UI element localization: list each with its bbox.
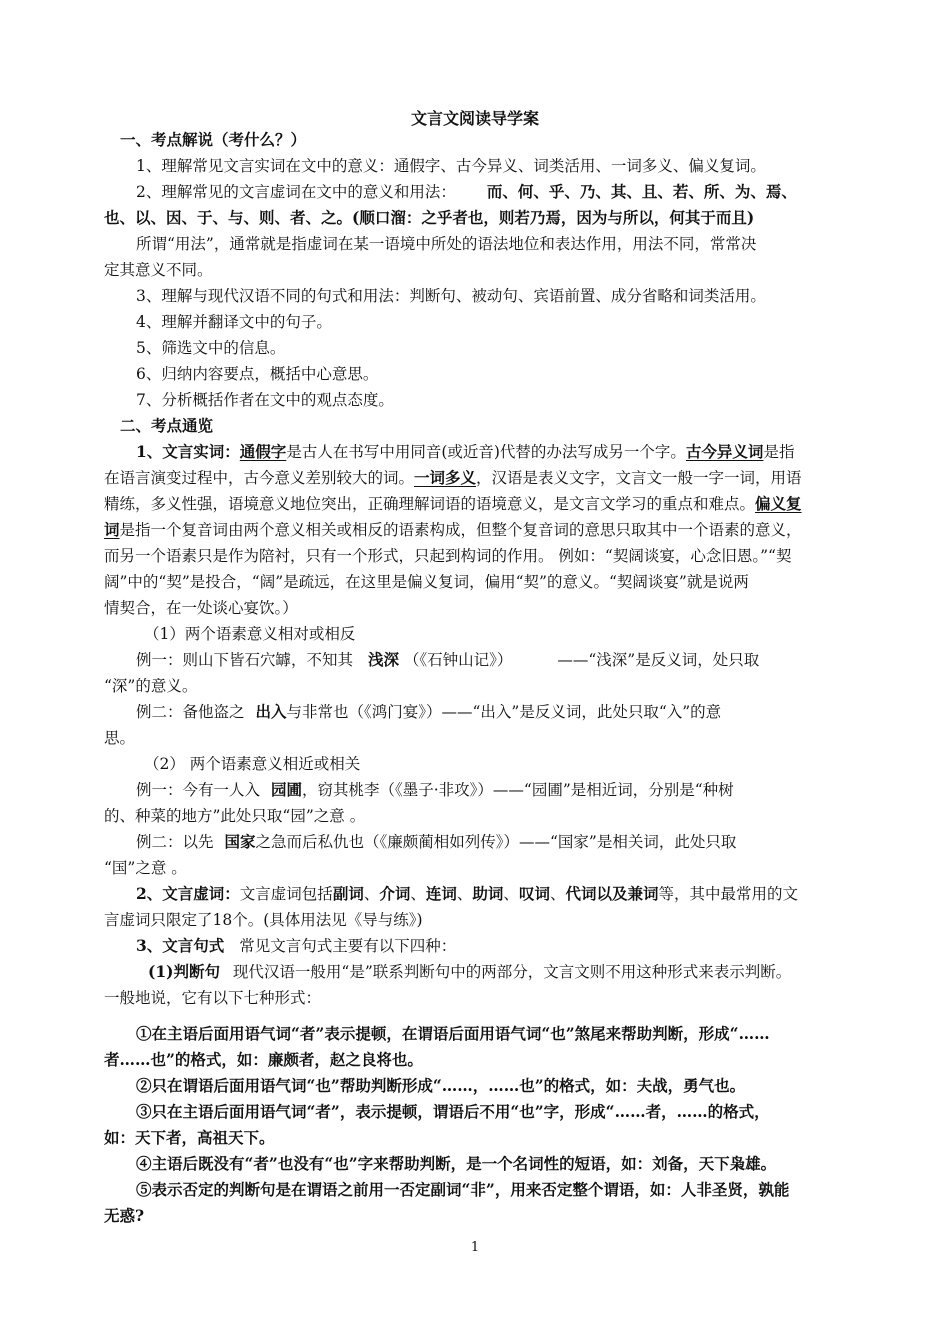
xuci-word-6: 代词以及兼词 [565, 884, 659, 903]
panduan-text: 现代汉语一般用“是”联系判断句中的两部分，文言文则不用这种形式来表示判断。 [232, 963, 792, 981]
sub1-ex1-note: ——“浅深”是反义词，处只取 [557, 651, 760, 669]
form-4: ④主语后既没有“者”也没有“也”字来帮助判断，是一个名词性的短语，如：刘备，天下枭雄。 [136, 1154, 777, 1173]
form-2: ②只在谓语后面用语气词“也”帮助判断形成“……，……也”的格式，如：夫战，勇气也。 [136, 1076, 746, 1095]
xuci-text-b: 等，其中最常用的文 [658, 885, 798, 903]
xuci-label: 2、文言虚词： [136, 884, 240, 903]
item-2-prefix: 2、理解常见的文言虚词在文中的意义和用法： [136, 183, 456, 201]
sub1-ex1-text: 例一：则山下皆石穴罅，不知其 [136, 651, 354, 669]
item-2-words: 而、何、乎、乃、其、且、若、所、为、焉、 [486, 182, 797, 201]
sub2-ex1-note: ，窃其桃李（《墨子·非攻》）——“园圃”是相近词，分别是“种树 [301, 781, 734, 799]
item-1: 1、理解常见文言实词在文中的意义：通假字、古今异义、词类活用、一词多义、偏义复词。 [136, 157, 766, 175]
yongfa-line-1: 所谓“用法”，通常就是指虚词在某一语境中所处的语法地位和表达作用，用法不同，常常决 [136, 235, 757, 253]
term-gujinyiyi: 古今异义词 [685, 442, 764, 461]
shici-text-2b: ，汉语是表义文字，文言文一般一字一词，用语 [476, 469, 802, 487]
jushi-line [136, 934, 456, 958]
xuci-text: 文言虚词包括 [239, 885, 333, 903]
shici-line-1 [136, 440, 794, 464]
xuci-line-1 [136, 882, 798, 906]
xuci-sep-3: 、 [456, 885, 473, 903]
sub2-ex2-note: 之急而后私仇也（《廉颇蔺相如列传》）——“国家”是相关词，此处只取 [255, 833, 737, 851]
xuci-word-2: 介词 [379, 884, 411, 903]
shici-text-1: 是古人在书写中用同音(或近音)代替的办法写成另一个字。 [286, 443, 686, 461]
jushi-label: 3、文言句式 [136, 936, 225, 955]
shici-line-6: 阔”中的“契”是投合，“阔”是疏远，在这里是偏义复词，偏用“契”的意义。“契阔谈宴”就是说两 [104, 573, 749, 591]
xuci-sep-4: 、 [503, 885, 519, 903]
term-pianyifu-ci: 词 [104, 520, 120, 539]
item-4: 4、理解并翻译文中的句子。 [136, 313, 332, 331]
panduan-line-1 [148, 960, 791, 984]
form-1: ①在主语后面用语气词“者”表示提顿，在谓语后面用语气词“也”煞尾来帮助判断，形成“…… [136, 1024, 770, 1043]
sub2-example-2-cont: “国”之意 。 [104, 859, 187, 877]
form-5: ⑤表示否定的判断句是在谓语之前用一否定副词“非”，用来否定整个谓语，如：人非圣贤，孰能 [136, 1180, 790, 1199]
form-3-cont: 如：天下者，高祖天下。 [104, 1128, 275, 1147]
sub1-ex2-text: 例二：备他盗之 [136, 703, 245, 721]
jushi-text: 常见文言句式主要有以下四种： [239, 937, 457, 955]
shici-line-3 [104, 492, 802, 516]
term-pianyifu: 偏义复 [755, 494, 802, 513]
term-tongjiazi: 通假字 [239, 442, 287, 461]
sub2-example-1 [136, 778, 734, 802]
section-1-heading: 一、考点解说（考什么？） [120, 130, 307, 149]
xuci-line-2: 言虚词只限定了18个。(具体用法见《导与练》) [104, 911, 423, 929]
sub1-example-1-cont: “深”的意义。 [104, 677, 198, 695]
shici-text-1b: 是指 [763, 443, 795, 461]
xuci-word-4: 助词 [472, 884, 504, 903]
item-2-continued: 也、以、因、于、与、则、者、之。(顺口溜：之乎者也，则若乃焉，因为与所以，何其于而且) [104, 208, 755, 227]
sub2-example-1-cont: 的、种菜的地方”此处只取“园”之意 。 [104, 807, 366, 825]
shici-line-2 [104, 466, 802, 490]
sub2-ex1-text: 例一：今有一人入 [136, 781, 261, 799]
panduan-label: (1)判断句 [148, 962, 220, 981]
item-7: 7、分析概括作者在文中的观点态度。 [136, 391, 394, 409]
sub1-ex1-source: （《石钟山记》） [403, 651, 513, 669]
sub1-example-2-cont: 思。 [104, 729, 136, 747]
shici-line-7: 情契合，在一处谈心宴饮。） [104, 599, 298, 617]
shici-label: 1、文言实词： [136, 442, 240, 461]
sub2-heading: （2） 两个语素意义相近或相关 [144, 755, 361, 773]
item-3: 3、理解与现代汉语不同的句式和用法：判断句、被动句、宾语前置、成分省略和词类活用。 [136, 287, 766, 305]
xuci-sep-5: 、 [549, 885, 566, 903]
sub1-example-2 [136, 700, 721, 724]
form-5-cont: 无惑? [104, 1206, 145, 1225]
section-2-heading: 二、考点通览 [120, 416, 214, 435]
xuci-word-1: 副词 [332, 884, 364, 903]
shici-text-4: 是指一个复音词由两个意义相关或相反的语素构成，但整个复音词的意思只取其中一个语素的意义， [119, 521, 802, 539]
xuci-word-5: 叹词 [518, 884, 550, 903]
yongfa-line-2: 定其意义不同。 [104, 261, 213, 279]
item-5: 5、筛选文中的信息。 [136, 339, 286, 357]
page-title: 文言文阅读导学案 [410, 109, 539, 128]
sub1-example-1 [136, 648, 759, 672]
xuci-sep-2: 、 [410, 885, 426, 903]
sub1-heading: （1）两个语素意义相对或相反 [144, 625, 356, 643]
xuci-sep-1: 、 [363, 885, 380, 903]
page-number: 1 [470, 1240, 480, 1255]
item-2 [136, 180, 797, 204]
term-yicíduoyi: 一词多义 [414, 468, 477, 487]
item-6: 6、归纳内容要点，概括中心意思。 [136, 365, 379, 383]
shici-text-3: 精练，多义性强，语境意义地位突出，正确理解词语的语境意义，是文言文学习的重点和难点。 [104, 495, 756, 513]
sub1-ex2-word: 出入 [255, 702, 287, 721]
panduan-line-2: 一般地说，它有以下七种形式： [104, 989, 322, 1007]
sub2-example-2 [136, 830, 736, 854]
sub2-ex1-word: 园圃 [270, 780, 302, 799]
shici-line-4 [104, 518, 802, 542]
form-1-cont: 者……也”的格式，如：廉颇者，赵之良将也。 [104, 1050, 423, 1069]
sub2-ex2-word: 国家 [224, 832, 256, 851]
sub1-ex1-word: 浅深 [367, 650, 399, 669]
form-3: ③只在主语后面用语气词“者”，表示提顿，谓语后不用“也”字，形成“……者，……的格式， [136, 1102, 770, 1121]
shici-line-5: 而另一个语素只是作为陪衬，只有一个形式，只起到构词的作用。 例如：“契阔谈宴，心念旧恩。”“契 [104, 547, 792, 565]
sub2-ex2-text: 例二：以先 [136, 833, 214, 851]
xuci-word-3: 连词 [425, 884, 457, 903]
shici-text-2: 在语言演变过程中，古今意义差别较大的词。 [104, 469, 415, 487]
sub1-ex2-note: 与非常也（《鸿门宴》）——“出入”是反义词，此处只取“入”的意 [286, 703, 722, 721]
